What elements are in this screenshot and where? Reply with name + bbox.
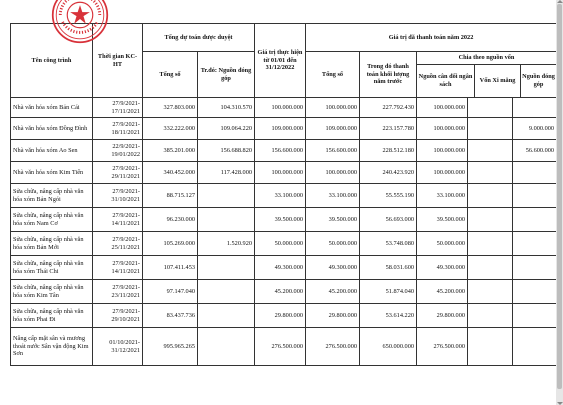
row-name: Nâng cấp mặt sân và mương thoát nước Sân vận động Kim Sơn [11, 328, 93, 366]
row-budget-contrib: 104.310.570 [198, 98, 255, 118]
row-src-balance: 29.800.000 [417, 304, 468, 328]
row-budget-contrib [198, 280, 255, 304]
row-src-contrib [513, 98, 557, 118]
scroll-thumb[interactable] [557, 4, 562, 389]
row-done-value: 33.100.000 [255, 184, 306, 208]
row-name: Nhà văn hóa xóm Đồng Đình [11, 118, 93, 140]
row-budget-total: 97.147.040 [143, 280, 198, 304]
header-source-cell [417, 52, 557, 98]
row-budget-contrib [198, 328, 255, 366]
row-name: Sửa chữa, nâng cấp nhà văn hóa xóm Bản Ngói [11, 184, 93, 208]
header-paid-total: Tổng số [306, 52, 360, 98]
table-row [11, 304, 557, 328]
row-time: 27/9/2021-31/10/2021 [93, 184, 143, 208]
row-budget-contrib [198, 304, 255, 328]
row-src-xi-mang [468, 208, 513, 232]
row-paid-total: 276.500.000 [306, 328, 360, 366]
row-paid-total: 100.000.000 [306, 162, 360, 184]
row-time: 27/9/2021-23/11/2021 [93, 280, 143, 304]
row-paid-total: 29.800.000 [306, 304, 360, 328]
row-paid-total: 39.500.000 [306, 208, 360, 232]
row-src-xi-mang [468, 140, 513, 162]
row-src-xi-mang [468, 232, 513, 256]
row-src-balance: 100.000.000 [417, 118, 468, 140]
header-src-xi-mang: Vốn Xi măng [475, 65, 521, 97]
row-src-xi-mang [468, 304, 513, 328]
row-paid-prev: 55.555.190 [360, 184, 417, 208]
row-budget-contrib [198, 256, 255, 280]
row-time: 27/9/2021-18/11/2021 [93, 118, 143, 140]
header-budget-total: Tổng số [143, 52, 198, 98]
row-budget-contrib [198, 208, 255, 232]
row-budget-contrib: 1.520.920 [198, 232, 255, 256]
budget-table [10, 23, 557, 366]
table-row [11, 98, 557, 118]
row-time: 01/10/2021-31/12/2021 [93, 328, 143, 366]
table-row [11, 162, 557, 184]
row-done-value: 156.600.000 [255, 140, 306, 162]
row-paid-prev: 227.792.430 [360, 98, 417, 118]
row-budget-total: 340.452.000 [143, 162, 198, 184]
row-done-value: 39.500.000 [255, 208, 306, 232]
row-paid-total: 50.000.000 [306, 232, 360, 256]
row-paid-prev: 53.748.080 [360, 232, 417, 256]
row-src-balance: 33.100.000 [417, 184, 468, 208]
table-body [11, 98, 557, 366]
row-time: 27/9/2021-29/11/2021 [93, 162, 143, 184]
row-paid-prev: 51.874.040 [360, 280, 417, 304]
row-src-contrib [513, 304, 557, 328]
table-row [11, 184, 557, 208]
row-name: Nhà văn hóa xóm Kim Tiến [11, 162, 93, 184]
row-name: Sửa chữa, nâng cấp nhà văn hóa xóm Thái Chi [11, 256, 93, 280]
header-src-contrib: Nguồn đóng góp [522, 73, 555, 88]
row-budget-contrib: 109.064.220 [198, 118, 255, 140]
row-src-balance: 39.500.000 [417, 208, 468, 232]
header-budget-group: Tổng dự toán được duyệt [143, 24, 255, 52]
row-done-value: 109.000.000 [255, 118, 306, 140]
row-src-balance: 100.000.000 [417, 162, 468, 184]
row-name: Sửa chữa, nâng cấp nhà văn hóa xóm Bản Mới [11, 232, 93, 256]
vertical-scrollbar[interactable] [556, 0, 563, 405]
row-time: 27/9/2021-25/11/2021 [93, 232, 143, 256]
row-name: Nhà văn hóa xóm Bản Cái [11, 98, 93, 118]
table-row [11, 328, 557, 366]
row-src-xi-mang [468, 184, 513, 208]
row-paid-total: 49.300.000 [306, 256, 360, 280]
table-row [11, 208, 557, 232]
row-paid-prev: 650.000.000 [360, 328, 417, 366]
row-name: Sửa chữa, nâng cấp nhà văn hóa xóm Kim Tân [11, 280, 93, 304]
row-src-contrib [513, 162, 557, 184]
row-budget-contrib: 156.688.820 [198, 140, 255, 162]
row-paid-prev: 53.614.220 [360, 304, 417, 328]
row-src-contrib [513, 208, 557, 232]
row-budget-total: 83.437.736 [143, 304, 198, 328]
row-name: Nhà văn hóa xóm Ao Sen [11, 140, 93, 162]
row-src-xi-mang [468, 118, 513, 140]
row-done-value: 100.000.000 [255, 98, 306, 118]
row-budget-total: 107.411.453 [143, 256, 198, 280]
row-budget-total: 995.965.265 [143, 328, 198, 366]
row-src-contrib [513, 232, 557, 256]
row-name: Sửa chữa, nâng cấp nhà văn hóa xóm Phai Đi [11, 304, 93, 328]
header-src-balance: Nguồn cân đối ngân sách [417, 65, 475, 97]
row-src-contrib [513, 328, 557, 366]
row-paid-prev: 240.423.920 [360, 162, 417, 184]
row-src-contrib: 56.600.000 [513, 140, 557, 162]
row-paid-total: 156.600.000 [306, 140, 360, 162]
header-time: Thời gian KC-HT [93, 24, 143, 98]
row-name: Sửa chữa, nâng cấp nhà văn hóa xóm Nam Cơ [11, 208, 93, 232]
header-budget-contrib: Tr.đó: Nguồn đóng góp [198, 52, 255, 98]
header-source-group: Chia theo nguồn vốn [417, 52, 556, 65]
row-done-value: 29.800.000 [255, 304, 306, 328]
row-done-value: 50.000.000 [255, 232, 306, 256]
row-src-contrib [513, 280, 557, 304]
row-budget-total: 332.222.000 [143, 118, 198, 140]
row-paid-total: 33.100.000 [306, 184, 360, 208]
row-src-balance: 45.200.000 [417, 280, 468, 304]
row-paid-prev: 228.512.180 [360, 140, 417, 162]
scroll-down-arrow-icon[interactable] [556, 401, 563, 405]
row-paid-prev: 58.031.600 [360, 256, 417, 280]
header-project-name: Tên công trình [11, 24, 93, 98]
table-row [11, 256, 557, 280]
row-paid-total: 45.200.000 [306, 280, 360, 304]
row-done-value: 49.300.000 [255, 256, 306, 280]
row-time: 22/9/2021-19/01/2022 [93, 140, 143, 162]
row-budget-total: 105.269.000 [143, 232, 198, 256]
row-time: 27/9/2021-14/11/2021 [93, 256, 143, 280]
row-budget-total: 385.201.000 [143, 140, 198, 162]
row-time: 27/9/2021-14/11/2021 [93, 208, 143, 232]
row-paid-prev: 56.693.000 [360, 208, 417, 232]
row-src-xi-mang [468, 98, 513, 118]
row-src-xi-mang [468, 256, 513, 280]
table-row [11, 118, 557, 140]
row-done-value: 45.200.000 [255, 280, 306, 304]
row-budget-total: 96.230.000 [143, 208, 198, 232]
row-src-balance: 49.300.000 [417, 256, 468, 280]
row-src-balance: 100.000.000 [417, 98, 468, 118]
row-budget-contrib: 117.428.000 [198, 162, 255, 184]
row-src-xi-mang [468, 280, 513, 304]
row-src-contrib [513, 184, 557, 208]
row-budget-total: 327.803.000 [143, 98, 198, 118]
row-src-balance: 100.000.000 [417, 140, 468, 162]
row-src-balance: 276.500.000 [417, 328, 468, 366]
row-budget-contrib [198, 184, 255, 208]
row-src-contrib: 9.000.000 [513, 118, 557, 140]
row-src-xi-mang [468, 162, 513, 184]
row-budget-total: 88.715.127 [143, 184, 198, 208]
row-done-value: 100.000.000 [255, 162, 306, 184]
header-done-value: Giá trị thực hiện từ 01/01 đến 31/12/2022 [255, 24, 306, 98]
header-paid-group: Giá trị đã thanh toán năm 2022 [306, 24, 557, 52]
row-time: 27/9/2021-29/10/2021 [93, 304, 143, 328]
table-row [11, 280, 557, 304]
table-row [11, 232, 557, 256]
table-row [11, 140, 557, 162]
header-paid-prev: Trong đó thanh toán khối lượng năm trước [360, 52, 417, 98]
row-src-xi-mang [468, 328, 513, 366]
row-src-contrib [513, 256, 557, 280]
row-paid-total: 100.000.000 [306, 98, 360, 118]
row-paid-prev: 223.157.780 [360, 118, 417, 140]
row-time: 27/9/2021-17/11/2021 [93, 98, 143, 118]
row-done-value: 276.500.000 [255, 328, 306, 366]
row-src-balance: 50.000.000 [417, 232, 468, 256]
row-paid-total: 109.000.000 [306, 118, 360, 140]
